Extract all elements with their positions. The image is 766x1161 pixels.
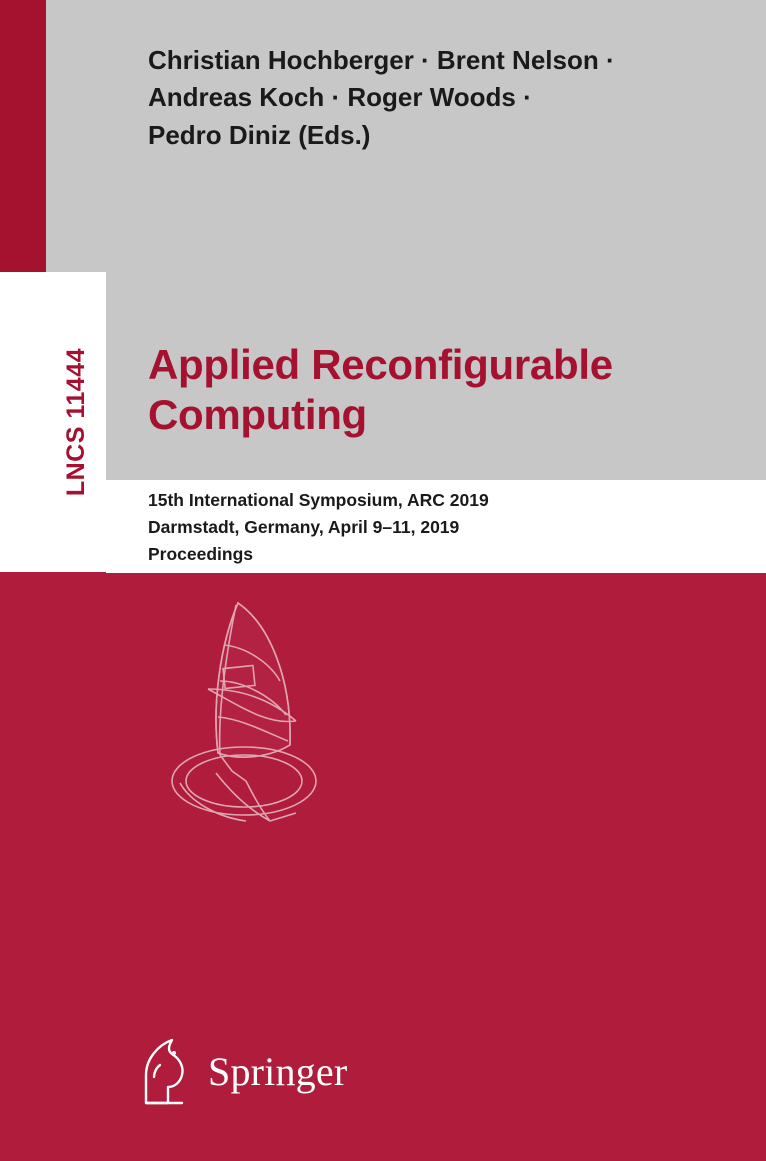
series-number-label bbox=[46, 272, 106, 572]
spine-white-block bbox=[0, 272, 46, 572]
series-number-text: LNCS 11444 bbox=[61, 347, 90, 497]
spine-red-top bbox=[0, 0, 46, 272]
editor-line: Pedro Diniz (Eds.) bbox=[148, 119, 371, 150]
book-title-line: Applied Reconfigurable bbox=[148, 341, 613, 388]
editors-block bbox=[148, 42, 708, 154]
springer-logo bbox=[134, 1035, 347, 1107]
subtitle-line: Darmstadt, Germany, April 9–11, 2019 bbox=[148, 517, 460, 538]
book-title bbox=[148, 340, 728, 439]
editor-line: Christian Hochberger · Brent Nelson · bbox=[148, 45, 615, 75]
springer-knight-icon bbox=[134, 1035, 194, 1107]
subtitle-line: Proceedings bbox=[148, 544, 254, 565]
spine-grey-band bbox=[46, 0, 106, 272]
subtitle-line: 15th International Symposium, ARC 2019 bbox=[148, 490, 489, 510]
springer-wordmark: Springer bbox=[208, 1048, 348, 1094]
book-title-line: Computing bbox=[148, 390, 367, 438]
editor-line: Andreas Koch · Roger Woods · bbox=[148, 82, 532, 113]
book-subtitle bbox=[148, 487, 728, 568]
cover-red-left-strip bbox=[0, 572, 106, 1161]
windsurf-sail-artwork bbox=[120, 585, 380, 855]
